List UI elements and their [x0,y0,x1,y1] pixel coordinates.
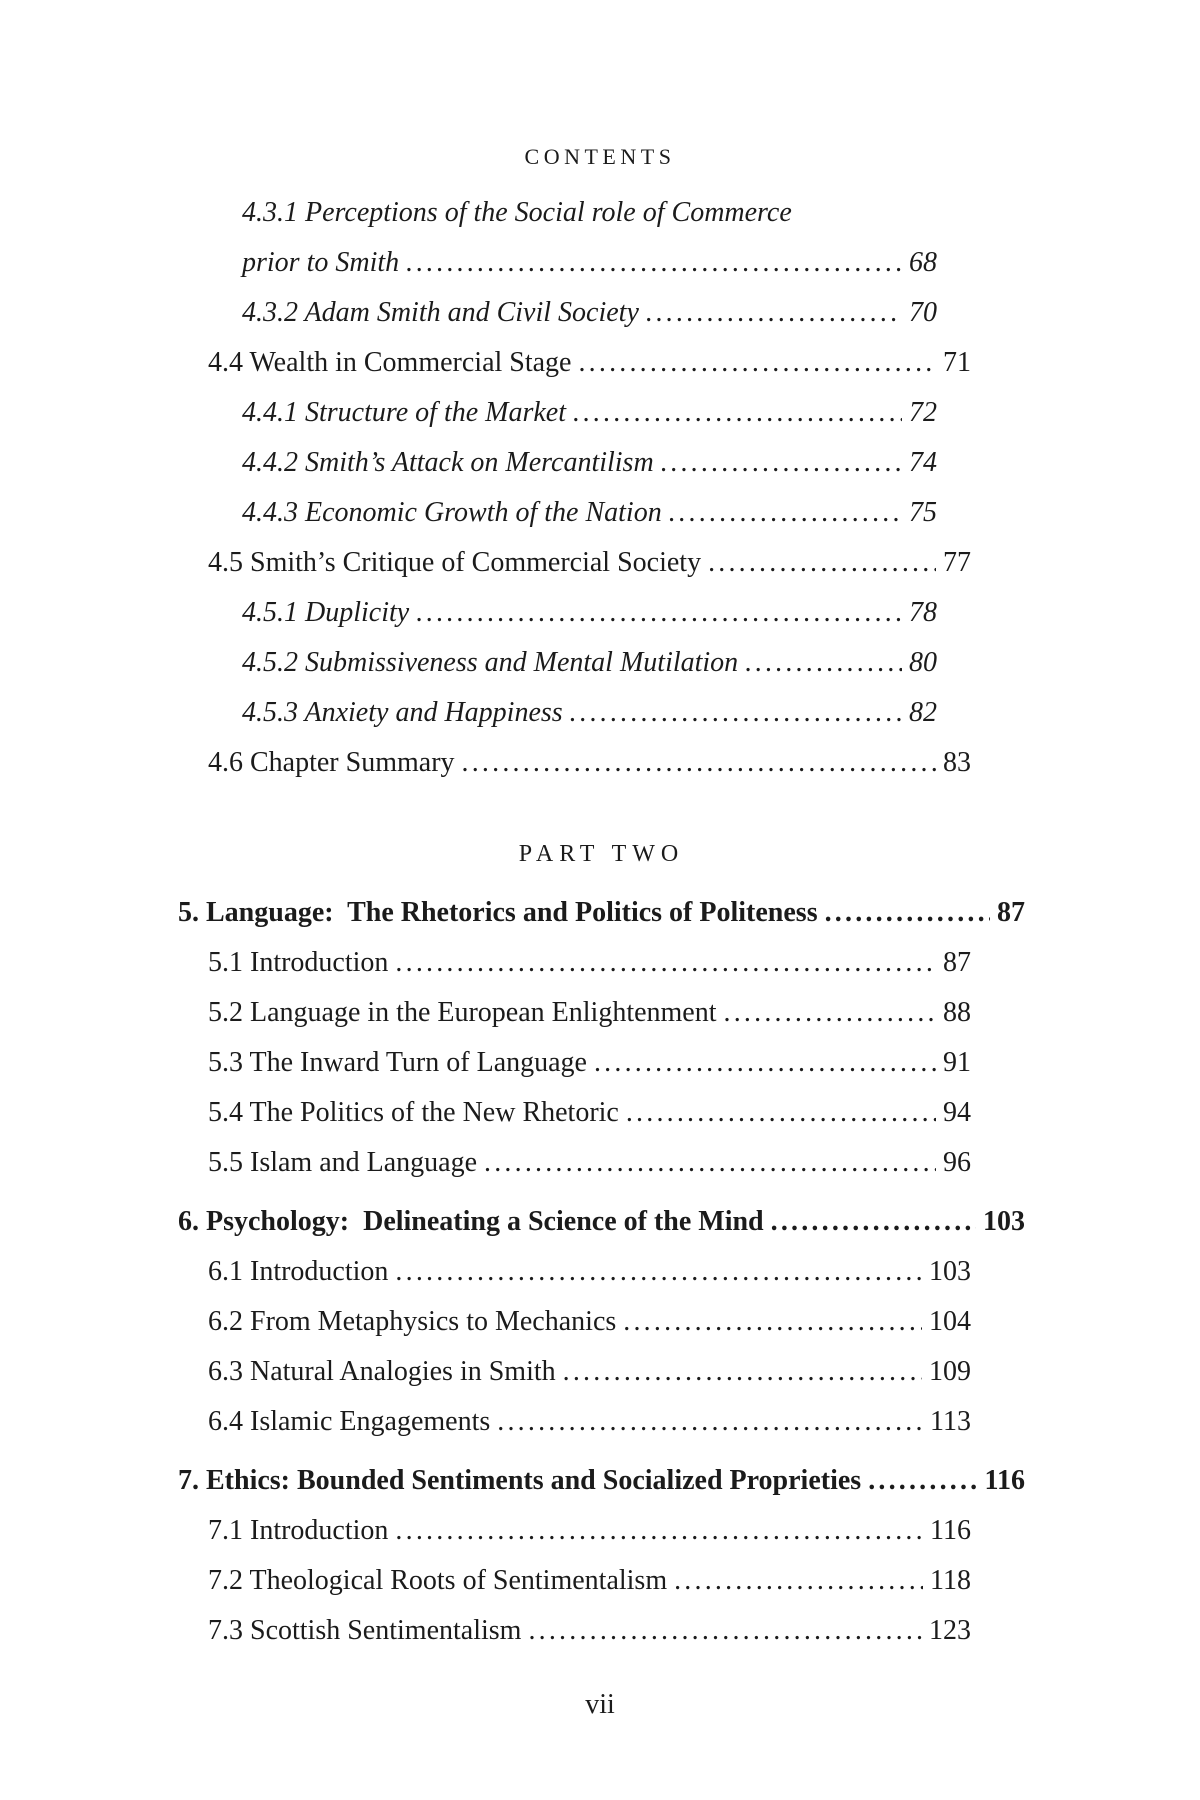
toc-entry-line [208,1556,971,1606]
toc-entry-label: 4.5 Smith’s Critique of Commercial Society [208,547,702,578]
page-number: 104 [929,1306,971,1337]
toc-entry-label: 7. Ethics: Bounded Sentiments and Socialized Proprieties [178,1465,862,1496]
page-number: 75 [909,497,937,528]
contents-title: CONTENTS [524,144,676,169]
toc-entry-label: 4.4 Wealth in Commercial Stage [208,347,572,378]
leader-dots [674,1556,923,1606]
page-number: 88 [943,997,971,1028]
toc-entry-line [208,738,971,788]
leader-dots [395,938,936,988]
page-number: 103 [929,1256,971,1287]
toc-entry [178,588,1025,638]
toc-entry [178,1247,1025,1297]
toc-entry-line [208,1088,971,1138]
toc-entry [178,1456,1025,1506]
toc-entry [178,188,1025,288]
toc-entry-label: 6.3 Natural Analogies in Smith [208,1356,556,1387]
toc-entry-label: 4.3.2 Adam Smith and Civil Society [242,297,639,328]
toc-entry-label: prior to Smith [242,247,400,278]
page-number: 68 [909,247,937,278]
toc-entry-line [178,1456,1025,1506]
toc-entry-line [208,938,971,988]
leader-dots [771,1197,976,1247]
leader-dots [623,1297,922,1347]
leader-dots [395,1506,923,1556]
toc-entry [178,1038,1025,1088]
toc-entry-label: 5.4 The Politics of the New Rhetoric [208,1097,619,1128]
page-number: 116 [930,1515,971,1546]
toc-entry-label: 6.2 From Metaphysics to Mechanics [208,1306,617,1337]
toc-entry-line [242,688,937,738]
toc-entry-line [208,1138,971,1188]
toc-entry [178,488,1025,538]
toc-entry-line [208,1038,971,1088]
leader-dots [406,238,902,288]
table-of-contents [178,188,1025,1656]
leader-dots [868,1456,977,1506]
leader-dots [573,388,902,438]
leader-dots [484,1138,936,1188]
toc-entry [178,1397,1025,1447]
toc-entry-label: 5. Language: The Rhetorics and Politics of Politeness [178,897,818,928]
page-number: 116 [984,1465,1025,1496]
page-number: 78 [909,597,937,628]
toc-entry-line [208,538,971,588]
page-number: 96 [943,1147,971,1178]
toc-entry [178,738,1025,788]
leader-dots [724,988,936,1038]
page-number: 72 [909,397,937,428]
leader-dots [462,738,936,788]
toc-entry [178,1606,1025,1656]
toc-entry-line [178,1197,1025,1247]
leader-dots [497,1397,923,1447]
toc-entry [178,338,1025,388]
toc-entry-line [208,1506,971,1556]
toc-entry [178,1556,1025,1606]
toc-entry [178,888,1025,938]
page-folio: vii [585,1689,615,1720]
page-number: 118 [930,1565,971,1596]
part-heading: PART TWO [518,841,685,867]
page-number: 94 [943,1097,971,1128]
page-number: 80 [909,647,937,678]
toc-entry-label: 4.6 Chapter Summary [208,747,455,778]
toc-entry-line [208,1347,971,1397]
leader-dots [570,688,902,738]
page-number: 87 [943,947,971,978]
toc-entry [178,538,1025,588]
toc-entry-line [208,1606,971,1656]
toc-entry-line [208,1397,971,1447]
toc-entry-line [242,238,937,288]
toc-entry-line [242,438,937,488]
page-number: 70 [909,297,937,328]
leader-dots [661,438,902,488]
toc-entry-line [242,638,937,688]
toc-entry-label: 5.3 The Inward Turn of Language [208,1047,587,1078]
toc-entry-line [242,488,937,538]
toc-entry-label: 4.5.1 Duplicity [242,597,410,628]
toc-entry-line [242,588,937,638]
toc-entry-label: 4.5.2 Submissiveness and Mental Mutilation [242,647,739,678]
toc-entry-line [208,1247,971,1297]
page-number: 82 [909,697,937,728]
leader-dots [578,338,936,388]
toc-entry-line [242,188,937,238]
leader-dots [825,888,990,938]
leader-dots [416,588,902,638]
toc-entry-label: 4.5.3 Anxiety and Happiness [242,697,563,728]
toc-entry-line [178,888,1025,938]
toc-entry-line [208,338,971,388]
toc-entry [178,938,1025,988]
leader-dots [563,1347,922,1397]
toc-entry-label: 7.3 Scottish Sentimentalism [208,1615,522,1646]
leader-dots [395,1247,922,1297]
toc-entry-line [208,1297,971,1347]
toc-entry-label: 4.4.3 Economic Growth of the Nation [242,497,662,528]
toc-entry-label: 6.1 Introduction [208,1256,389,1287]
toc-entry-label: 7.1 Introduction [208,1515,389,1546]
toc-entry-label: 5.5 Islam and Language [208,1147,478,1178]
toc-entry-label: 5.1 Introduction [208,947,389,978]
toc-entry-label: 4.4.2 Smith’s Attack on Mercantilism [242,447,654,478]
leader-dots [745,638,902,688]
page-number: 74 [909,447,937,478]
toc-entry [178,288,1025,338]
toc-entry [178,1297,1025,1347]
toc-entry [178,438,1025,488]
toc-entry-line [208,988,971,1038]
toc-entry [178,688,1025,738]
page-number: 91 [943,1047,971,1078]
toc-entry-label: 6. Psychology: Delineating a Science of the Mind [178,1206,764,1237]
toc-entry-label: 4.4.1 Structure of the Market [242,397,567,428]
toc-entry [178,638,1025,688]
toc-entry-label: 5.2 Language in the European Enlightenment [208,997,717,1028]
page-number: 77 [943,547,971,578]
toc-entry [178,988,1025,1038]
page-number: 71 [943,347,971,378]
toc-entry [178,388,1025,438]
page-number: 123 [929,1615,971,1646]
toc-entry-line [242,288,937,338]
toc-entry-label: 7.2 Theological Roots of Sentimentalism [208,1565,668,1596]
page-number: 87 [997,897,1025,928]
leader-dots [528,1606,922,1656]
toc-entry [178,1197,1025,1247]
page-number: 83 [943,747,971,778]
toc-entry [178,1347,1025,1397]
page-number: 113 [930,1406,971,1437]
leader-dots [594,1038,936,1088]
toc-entry-label: 6.4 Islamic Engagements [208,1406,491,1437]
leader-dots [669,488,902,538]
page-number: 109 [929,1356,971,1387]
page-number: 103 [983,1206,1025,1237]
toc-entry-label: 4.3.1 Perceptions of the Social role of Commerce [242,197,792,228]
leader-dots [626,1088,936,1138]
leader-dots [708,538,936,588]
toc-entry [178,1506,1025,1556]
toc-entry-line [242,388,937,438]
leader-dots [646,288,902,338]
toc-entry [178,1088,1025,1138]
toc-entry [178,1138,1025,1188]
